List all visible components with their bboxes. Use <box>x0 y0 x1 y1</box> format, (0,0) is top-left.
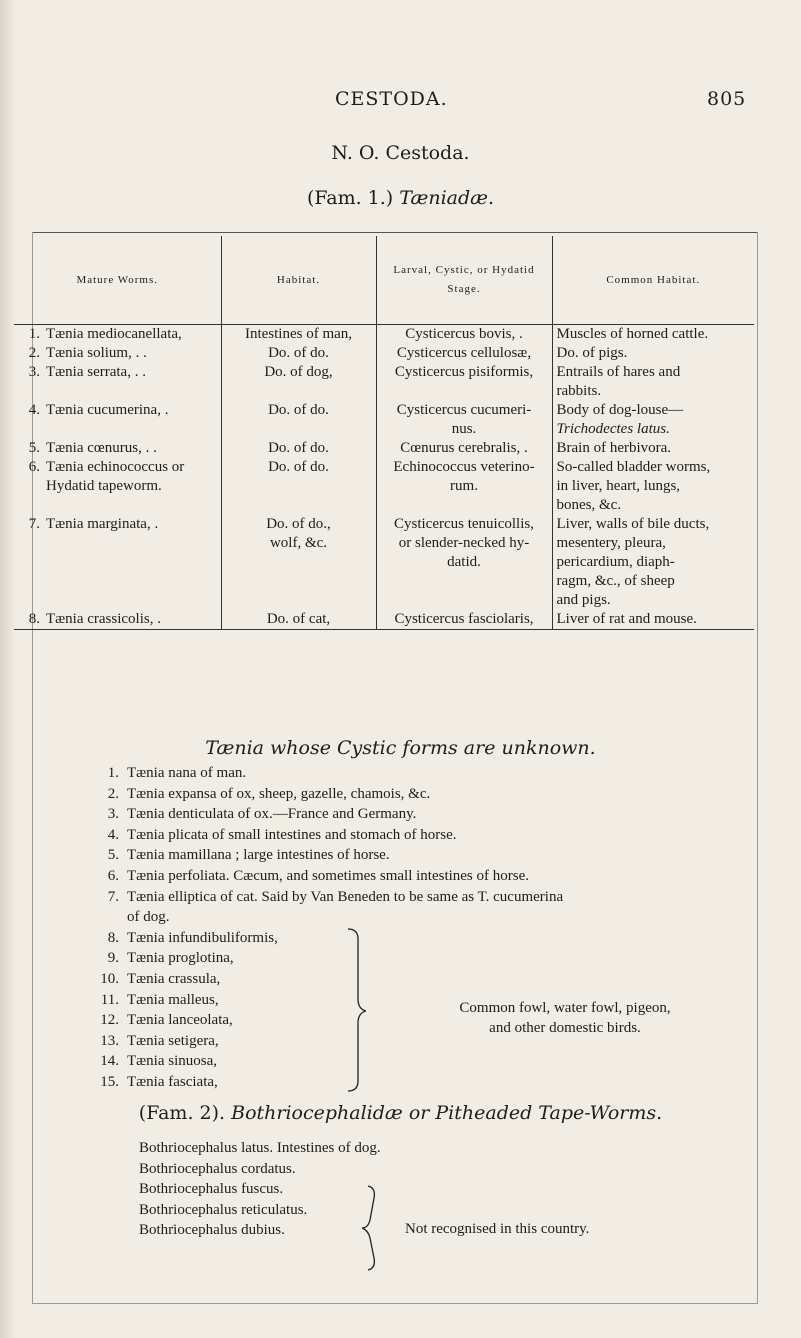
list-item <box>97 804 747 825</box>
list-item <box>97 763 747 784</box>
cell-line: So-called bladder worms, <box>556 459 711 475</box>
list-item <box>97 928 747 949</box>
cell-line: ragm, &c., of sheep <box>556 573 675 589</box>
cell-mature-worm <box>14 344 221 363</box>
item-text: Tænia denticulata of ox.—France and Germany. <box>127 806 417 823</box>
item-number: 9. <box>107 950 119 967</box>
item-text: Tænia setigera, <box>127 1032 219 1049</box>
cell-line: nus. <box>451 421 477 437</box>
worm-name: Tænia crassicolis, . <box>46 611 161 627</box>
cell-habitat <box>221 401 376 439</box>
cell-line: Do. of pigs. <box>556 345 628 361</box>
worm-name: Tænia marginata, . <box>46 516 159 532</box>
row-number: 8. <box>28 611 40 627</box>
cell-line: or slender-necked hy- <box>398 535 530 551</box>
item-number: 13. <box>100 1032 119 1049</box>
cell-line: Do. of do. <box>268 402 329 418</box>
item-number: 11. <box>100 991 119 1008</box>
cell-line: Do. of cat, <box>266 611 331 627</box>
table-row <box>14 344 754 363</box>
cell-line: Cœnurus cerebralis, . <box>400 440 528 456</box>
family2-heading <box>0 1102 801 1124</box>
cell-line: Do. of dog, <box>264 364 333 380</box>
unknown-cystic-list <box>97 763 747 1093</box>
cell-line: Cysticercus cellulosæ, <box>396 345 532 361</box>
cell-line: Body of dog-louse— <box>556 402 684 418</box>
cell-mature-worm <box>14 458 221 515</box>
cell-mature-worm <box>14 610 221 630</box>
order-heading: N. O. Cestoda. <box>331 142 470 164</box>
item-text: Tænia fasciata, <box>127 1073 218 1090</box>
list-item: Bothriocephalus cordatus. <box>139 1160 296 1177</box>
cell-larval-stage <box>376 344 552 363</box>
list-item <box>97 1072 747 1093</box>
list-item: Bothriocephalus latus. Intestines of dog. <box>139 1140 381 1156</box>
item-number: 12. <box>100 1012 119 1029</box>
cell-habitat <box>221 439 376 458</box>
cell-habitat <box>221 610 376 630</box>
cell-larval-stage <box>376 458 552 515</box>
list-item <box>97 866 747 887</box>
header-mature-worms: Mature Worms. <box>14 236 221 325</box>
not-recognised-note: Not recognised in this country. <box>405 1221 590 1237</box>
table-row <box>14 401 754 439</box>
row-number: 4. <box>28 402 40 418</box>
item-text: Tænia lanceolata, <box>127 1012 233 1029</box>
cell-line: Hydatid tapeworm. <box>46 478 162 494</box>
cell-habitat <box>221 325 376 345</box>
family2-heading-prefix: (Fam. 2). <box>138 1102 226 1124</box>
table-row <box>14 610 754 630</box>
table-row <box>14 363 754 401</box>
running-head-title: CESTODA. <box>335 88 448 110</box>
item-number: 2. <box>107 785 119 802</box>
birds-note <box>400 998 730 1038</box>
cell-common-habitat <box>552 515 754 610</box>
cell-common-habitat <box>552 344 754 363</box>
cell-habitat <box>221 515 376 610</box>
cell-line: Muscles of horned cattle. <box>556 326 709 342</box>
item-number: 3. <box>107 806 119 823</box>
cell-line: rum. <box>450 478 478 494</box>
list-item <box>97 887 747 908</box>
table-row <box>14 325 754 345</box>
cell-common-habitat <box>552 439 754 458</box>
item-number: 14. <box>100 1053 119 1070</box>
cell-larval-stage <box>376 610 552 630</box>
item-text: Tænia proglotina, <box>127 950 234 967</box>
cell-line: rabbits. <box>556 383 602 399</box>
cell-mature-worm <box>14 439 221 458</box>
family-heading-prefix: (Fam. 1.) <box>306 187 394 209</box>
item-text: Tænia crassula, <box>127 970 221 987</box>
cell-line: Intestines of man, <box>244 326 353 342</box>
birds-note-line: and other domestic birds. <box>489 1020 641 1036</box>
cell-line: Liver, walls of bile ducts, <box>556 516 710 532</box>
item-text: Tænia nana of man. <box>127 765 247 781</box>
cell-line: Trichodectes latus. <box>556 421 670 437</box>
cell-line: Echinococcus veterino- <box>393 459 535 475</box>
cell-larval-stage <box>376 515 552 610</box>
list-item <box>97 825 747 846</box>
family2-heading-name: Bothriocephalidæ or Pitheaded Tape-Worms. <box>231 1102 663 1124</box>
row-number: 6. <box>28 459 40 475</box>
item-number: 6. <box>107 867 119 884</box>
cestoda-table <box>14 236 754 630</box>
cell-habitat <box>221 363 376 401</box>
cell-line: datid. <box>447 554 481 570</box>
item-number: 4. <box>107 826 119 843</box>
family-heading <box>0 187 801 209</box>
list-item <box>97 948 747 969</box>
cell-larval-stage <box>376 363 552 401</box>
cell-mature-worm <box>14 363 221 401</box>
cell-common-habitat <box>552 458 754 515</box>
cell-line: Entrails of hares and <box>556 364 681 380</box>
item-number: 15. <box>100 1073 119 1090</box>
list-item <box>97 784 747 805</box>
list-item <box>97 969 747 990</box>
row-number: 2. <box>28 345 40 361</box>
cell-line: Cysticercus fasciolaris, <box>394 611 534 627</box>
item-text: Tænia malleus, <box>127 991 219 1008</box>
cell-line: Liver of rat and mouse. <box>556 611 697 627</box>
table-header-row <box>14 236 754 325</box>
item-number: 5. <box>107 847 119 864</box>
cell-common-habitat <box>552 325 754 345</box>
worm-name: Tænia mediocanellata, <box>46 326 182 342</box>
list-item: Bothriocephalus dubius. <box>139 1222 285 1238</box>
cell-larval-stage <box>376 401 552 439</box>
row-number: 5. <box>28 440 40 456</box>
birds-brace <box>346 927 366 1093</box>
item-text: Tænia elliptica of cat. Said by Van Beneden to be same as T. cucumerina <box>127 888 564 905</box>
cell-line: mesentery, pleura, <box>556 535 666 551</box>
cell-mature-worm <box>14 401 221 439</box>
not-recognised-brace <box>362 1184 382 1272</box>
table-row <box>14 515 754 610</box>
table-row <box>14 458 754 515</box>
cell-line: Cysticercus cucumeri- <box>396 402 532 418</box>
cell-line: pericardium, diaph- <box>556 554 675 570</box>
unknown-cystic-heading: Tænia whose Cystic forms are unknown. <box>205 737 596 759</box>
item-continuation: of dog. <box>127 909 170 926</box>
cell-line: and pigs. <box>556 592 611 608</box>
cell-habitat <box>221 458 376 515</box>
cell-common-habitat <box>552 363 754 401</box>
list-item <box>97 845 747 866</box>
cell-larval-stage <box>376 325 552 345</box>
cell-common-habitat <box>552 610 754 630</box>
cell-mature-worm <box>14 515 221 610</box>
list-item: Bothriocephalus fuscus. <box>139 1181 284 1197</box>
cell-habitat <box>221 344 376 363</box>
worm-name: Tænia cucumerina, . <box>46 402 169 418</box>
cell-line: Do. of do. <box>268 440 329 456</box>
list-item: Bothriocephalus reticulatus. <box>139 1201 308 1218</box>
cell-line: Do. of do. <box>268 459 329 475</box>
cell-mature-worm <box>14 325 221 345</box>
worm-name: Tænia echinococcus or <box>46 459 185 475</box>
family-heading-name: Tæniadæ. <box>399 187 495 209</box>
item-text: Tænia mamillana ; large intestines of horse. <box>127 847 390 864</box>
item-text: Tænia infundibuliformis, <box>127 929 278 946</box>
header-larval-stage: Larval, Cystic, or Hydatid Stage. <box>376 236 552 325</box>
cell-line: Cysticercus bovis, . <box>405 326 523 342</box>
row-number: 1. <box>28 326 40 342</box>
item-number: 10. <box>100 970 119 987</box>
table-row <box>14 439 754 458</box>
worm-name: Tænia cœnurus, . . <box>46 440 157 456</box>
cell-common-habitat <box>552 401 754 439</box>
list-item <box>97 1051 747 1072</box>
cell-line: Do. of do. <box>268 345 329 361</box>
item-text: Tænia sinuosa, <box>127 1053 217 1070</box>
worm-name: Tænia serrata, . . <box>46 364 146 380</box>
row-number: 7. <box>28 516 40 532</box>
birds-note-line: Common fowl, water fowl, pigeon, <box>459 1000 671 1016</box>
worm-name: Tænia solium, . . <box>46 345 147 361</box>
item-text: Tænia perfoliata. Cæcum, and sometimes small intestines of horse. <box>127 867 530 884</box>
item-number: 7. <box>107 888 119 905</box>
page-number: 805 <box>707 88 747 110</box>
item-number: 8. <box>107 929 119 946</box>
header-habitat: Habitat. <box>221 236 376 325</box>
cell-line: wolf, &c. <box>269 535 328 551</box>
bothriocephalus-list <box>139 1138 381 1241</box>
cell-line: bones, &c. <box>556 497 622 513</box>
item-number: 1. <box>107 765 119 781</box>
item-text: Tænia plicata of small intestines and stomach of horse. <box>127 826 457 843</box>
cell-line: Cysticercus pisiformis, <box>394 364 534 380</box>
cell-line: in liver, heart, lungs, <box>556 478 681 494</box>
cell-line: Cysticercus tenuicollis, <box>394 516 534 532</box>
header-common-habitat: Common Habitat. <box>552 236 754 325</box>
item-text: Tænia expansa of ox, sheep, gazelle, chamois, &c. <box>127 785 431 802</box>
cell-line: Do. of do., <box>266 516 331 532</box>
cell-line: Brain of herbivora. <box>556 440 672 456</box>
cell-larval-stage <box>376 439 552 458</box>
row-number: 3. <box>28 364 40 380</box>
